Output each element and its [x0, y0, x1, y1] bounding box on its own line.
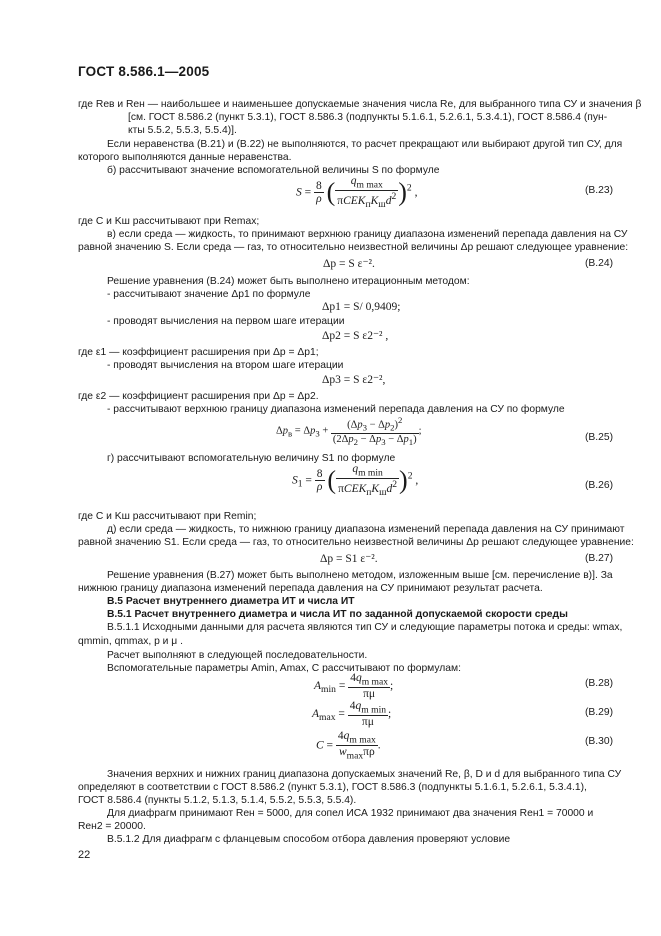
text-line: - рассчитывают верхнюю границу диапазона изменений перепада давления на СУ по формуле: [107, 404, 565, 415]
text-line: где C и Kш рассчитывают при Remin;: [78, 511, 257, 522]
text-line: д) если среда — жидкость, то нижнюю границу диапазона изменений перепада давления на СУ принимают: [107, 524, 625, 535]
text-line: ГОСТ 8.586.4 (пункты 5.1.2, 5.1.3, 5.1.4, 5.5.2, 5.5.3, 5.5.4).: [78, 795, 357, 806]
formula-b24: Δp = S ε⁻².: [323, 258, 375, 270]
text-line: нижнюю границу диапазона изменений перепада давления на СУ принимают результат расчета.: [78, 583, 543, 594]
text-line: Для диафрагм принимают Reн = 5000, для сопел ИСА 1932 принимают два значения Reн1 = 70000 и: [107, 808, 594, 819]
section-heading: В.5 Расчет внутреннего диаметра ИТ и числа ИТ: [107, 596, 355, 607]
text-line: где Reв и Reн — наибольшее и наименьшее допускаемые значения числа Re, для выбранного типа СУ и значения β: [78, 99, 642, 110]
text-line: б) рассчитывают значение вспомогательной величины S по формуле: [107, 165, 440, 176]
equation-number: (В.27): [585, 553, 614, 564]
equation-number: (В.29): [585, 707, 614, 718]
text-line: Вспомогательные параметры Amin, Amax, C рассчитывают по формулам:: [107, 663, 461, 674]
subsection-heading: В.5.1 Расчет внутреннего диаметра и числа ИТ по заданной допускаемой скорости среды: [107, 609, 568, 620]
text-line: кты 5.5.2, 5.5.3, 5.5.4)].: [128, 125, 237, 136]
formula-p1: Δp1 = S/ 0,9409;: [322, 301, 401, 313]
formula-b28: $A_{min}$ = $\frac{4q_{m max}}{\pi\mu}$ ;: [314, 672, 394, 701]
text-line: [см. ГОСТ 8.586.2 (пункт 5.3.1), ГОСТ 8.586.3 (подпункты 5.1.6.1, 5.2.6.1, 5.3.4.1), ГОСТ 8.586.4 (пун-: [128, 112, 608, 123]
text-line: Решение уравнения (В.27) может быть выполнено методом, изложенным выше [см. перечисление в)]. За: [107, 570, 613, 581]
text-line: равной значению S. Если среда — газ, то относительно неизвестной величины Δp решают следующее уравнение:: [78, 242, 629, 253]
document-header: ГОСТ 8.586.1—2005: [78, 64, 210, 79]
text-line: Расчет выполняют в следующей последовательности.: [107, 650, 368, 661]
formula-p2: Δp2 = S ε2⁻² ,: [322, 330, 389, 342]
text-line: Решение уравнения (В.24) может быть выполнено итерационным методом:: [107, 276, 470, 287]
equation-number: (В.28): [585, 678, 614, 689]
formula-b26: $S_1$ = $\frac{8}{\rho}$ ( $\frac{q_{m min}}{\pi CEK_пK_шd^2}$ )$^2$ ,: [292, 463, 419, 499]
formula-b30: C = $\frac{4q_{m max}}{w_{max}\pi\rho}$ .: [316, 730, 381, 762]
equation-number: (В.25): [585, 432, 614, 443]
text-line: qmmin, qmmax, p и μ .: [78, 636, 183, 647]
formula-b23: S = $\frac{8}{\rho}$ ( $\frac{q_{m max}}{\pi CEK_пK_шd^2}$ )$^2$ ,: [296, 175, 418, 211]
text-line: В.5.1.1 Исходными данными для расчета являются тип СУ и следующие параметры потока и среды: wmax,: [107, 622, 623, 633]
formula-b29: $A_{max}$ = $\frac{4q_{m min}}{\pi\mu}$ ;: [312, 700, 392, 729]
equation-number: (В.26): [585, 480, 614, 491]
text-line: где ε2 — коэффициент расширения при Δp = Δp2.: [78, 391, 319, 402]
text-line: которого выполняются данные неравенства.: [78, 152, 292, 163]
formula-p3: Δp3 = S ε2⁻²,: [322, 374, 386, 386]
text-line: - проводят вычисления на первом шаге итерации: [107, 316, 345, 327]
page-number: 22: [78, 849, 91, 861]
text-line: Если неравенства (В.21) и (В.22) не выполняются, то расчет прекращают или выбирают другой тип СУ, для: [107, 139, 623, 150]
text-line: - проводят вычисления на втором шаге итерации: [107, 360, 344, 371]
text-line: равной значению S1. Если среда — газ, то относительно неизвестной величины Δp решают следующее уравнение:: [78, 537, 634, 548]
formula-b27: Δp = S1 ε⁻².: [320, 553, 378, 565]
text-line: Reн2 = 20000.: [78, 821, 146, 832]
text-line: г) рассчитывают вспомогательную величину S1 по формуле: [107, 453, 396, 464]
text-line: где C и Kш рассчитывают при Remax;: [78, 216, 260, 227]
equation-number: (В.23): [585, 185, 614, 196]
text-line: В.5.1.2 Для диафрагм с фланцевым способом отбора давления проверяют условие: [107, 834, 511, 845]
text-line: в) если среда — жидкость, то принимают верхнюю границу диапазона изменений перепада давления на СУ: [107, 229, 628, 240]
formula-b25: $\Delta p_в = \Delta p_3$ + $\frac{(\Delta p_3 - \Delta p_2)^2}{(2\Delta p_2 - \Delta p_3 - \Delta p_1)}$ ;: [276, 415, 422, 447]
equation-number: (В.30): [585, 736, 614, 747]
text-line: где ε1 — коэффициент расширения при Δp = Δp1;: [78, 347, 319, 358]
equation-number: (В.24): [585, 258, 614, 269]
text-line: Значения верхних и нижних границ диапазона допускаемых значений Re, β, D и d для выбранного типа СУ: [107, 769, 622, 780]
text-line: - рассчитывают значение Δp1 по формуле: [107, 289, 311, 300]
text-line: определяют в соответствии с ГОСТ 8.586.2 (пункт 5.3.1), ГОСТ 8.586.3 (подпункты 5.1.6.1, 5.2.6.1, 5.3.4.1),: [78, 782, 587, 793]
